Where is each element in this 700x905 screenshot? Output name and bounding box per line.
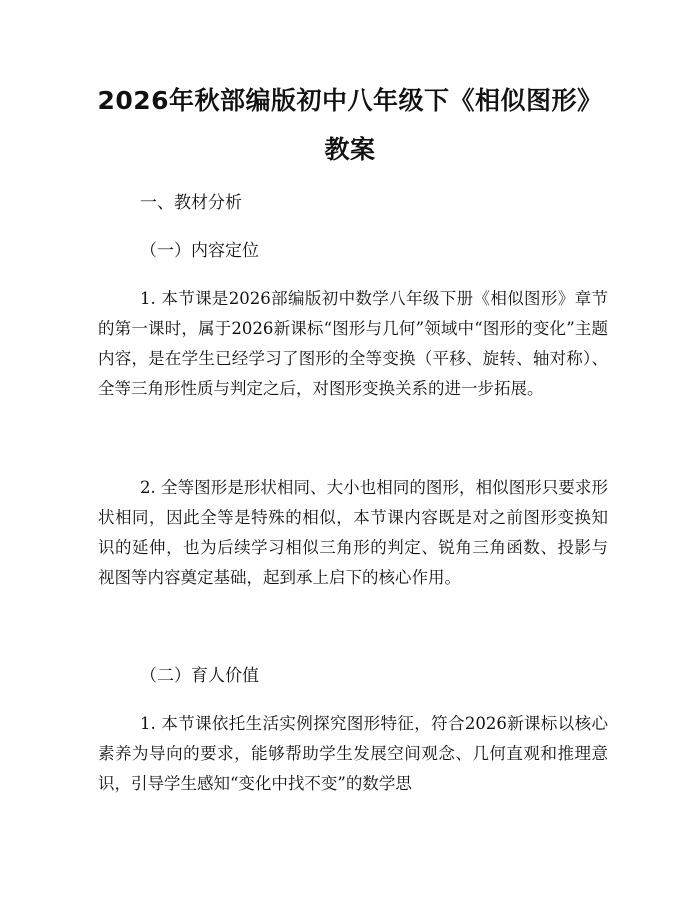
document-title-line2: 教案 xyxy=(324,135,376,164)
paragraph-educational-value-1: 1. 本节课依托生活实例探究图形特征，符合2026新课标以核心素养为导向的要求，能够帮助学生发展空间观念、几何直观和推理意识，引导学生感知“变化中找不变”的数学思 xyxy=(98,714,608,793)
subsection-heading-content-positioning: （一）内容定位 xyxy=(140,241,259,261)
section-heading-teaching-material-analysis: 一、教材分析 xyxy=(140,193,242,213)
document-title-line1: 2026年秋部编版初中八年级下《相似图形》 xyxy=(97,86,603,115)
subsection-heading-educational-value: （二）育人价值 xyxy=(140,666,259,686)
paragraph-content-positioning-2: 2. 全等图形是形状相同、大小也相同的图形，相似图形只要求形状相同，因此全等是特殊的相似，本节课内容既是对之前图形变换知识的延伸，也为后续学习相似三角形的判定、锐角三角函数、投影与视图等内容奠定基础，起到承上启下的核心作用。 xyxy=(98,478,608,587)
paragraph-content-positioning-1: 1. 本节课是2026部编版初中数学八年级下册《相似图形》章节的第一课时，属于2026新课标“图形与几何”领域中“图形的变化”主题内容，是在学生已经学习了图形的全等变换（平移、旋转、轴对称）、全等三角形性质与判定之后，对图形变换关系的进一步拓展。 xyxy=(98,289,608,398)
